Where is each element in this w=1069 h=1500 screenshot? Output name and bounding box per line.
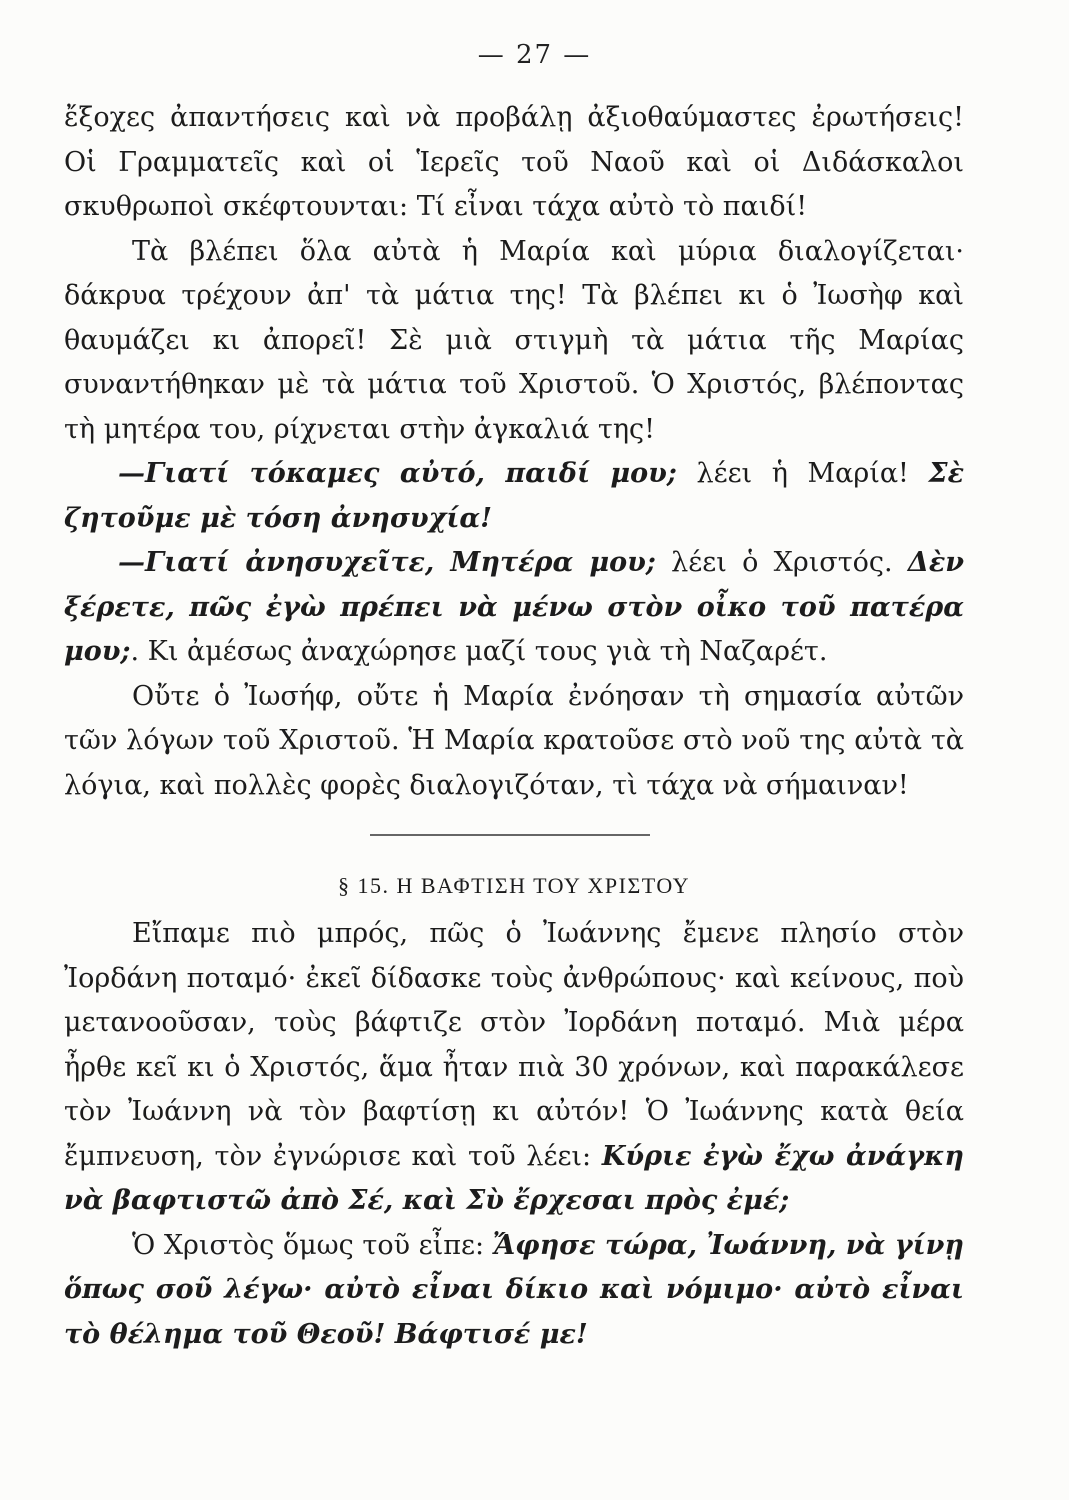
narration: Ὁ Χριστὸς ὅμως τοῦ εἶπε: [132,1229,493,1261]
page-body [64,96,964,1357]
dialogue-mary-2: Σὲ ζητοῦμε μὲ τόση ἀνησυχία! [64,458,965,534]
narration: λέει ἡ Μαρία! [676,458,929,489]
paragraph-3 [64,452,964,541]
paragraph-5: Οὔτε ὁ Ἰωσήφ, οὔτε ἡ Μαρία ἐνόησαν τὴ σημασία αὐτῶν τῶν λόγων τοῦ Χριστοῦ. Ἡ Μαρία κρατοῦσε στὸ νοῦ της αὐτὰ τὰ λόγια, καὶ πολλὲς φορὲς διαλογιζόταν, τὶ τάχα νὰ σήμαιναν! [64,680,964,801]
paragraph-1: ἔξοχες ἀπαντήσεις καὶ νὰ προβάλῃ ἀξιοθαύμαστες ἐρωτήσεις! Οἱ Γραμματεῖς καὶ οἱ Ἱερεῖς τοῦ Ναοῦ καὶ οἱ Διδάσκαλοι σκυθρωποὶ σκέφτουνται: Τί εἶναι τάχα αὐτὸ τὸ παιδί! [64,102,964,222]
dialogue-christ-2: Δὲν ξέρετε, πῶς ἐγὼ πρέπει νὰ μένω στὸν οἶκο τοῦ πατέρα μου; [64,547,964,667]
narration: λέει ὁ Χριστός. [655,547,908,578]
section-heading: § 15. Η ΒΑΦΤΙΣΗ ΤΟΥ ΧΡΙΣΤΟΥ [337,873,691,898]
narration-2: . Κι ἀμέσως ἀναχώρησε μαζί τους γιὰ τὴ Ναζαρέτ. [130,636,828,667]
page-number: — 27 — [477,40,592,70]
section-divider [370,834,650,836]
paragraph-2: Τὰ βλέπει ὅλα αὐτὰ ἡ Μαρία καὶ μύρια διαλογίζεται· δάκρυα τρέχουν ἀπ' τὰ μάτια της! Τὰ βλέπει κι ὁ Ἰωσὴφ καὶ θαυμάζει κι ἀπορεῖ! Σὲ μιὰ στιγμὴ τὰ μάτια τῆς Μαρίας συναντήθηκαν μὲ τὰ μάτια τοῦ Χριστοῦ. Ὁ Χριστός, βλέποντας τὴ μητέρα του, ρίχνεται στὴν ἀγκαλιά της! [64,235,964,445]
paragraph-7 [64,1224,964,1358]
paragraph-6 [64,912,964,1224]
dialogue-john: Κύριε ἐγὼ ἔχω ἀνάγκη νὰ βαφτιστῶ ἀπὸ Σέ, καὶ Σὺ ἔρχεσαι πρὸς ἐμέ; [64,1140,965,1216]
narration: Εἴπαμε πιὸ μπρός, πῶς ὁ Ἰωάννης ἔμενε πλησίο στὸν Ἰορδάνη ποταμό· ἐκεῖ δίδασκε τοὺς ἀνθρώπους· καὶ κείνους, ποὺ μετανοοῦσαν, τοὺς βάφτιζε στὸν Ἰορδάνη ποταμό. Μιὰ μέρα ἦρθε κεῖ κι ὁ Χριστός, ἅμα ἦταν πιὰ 30 χρόνων, καὶ παρακάλεσε τὸν Ἰωάννη νὰ τὸν βαφτίσῃ κι αὐτόν! Ὁ Ἰωάννης κατὰ θεία ἔμπνευση, τὸν ἐγνώρισε καὶ τοῦ λέει: [64,918,964,1172]
paragraph-4 [64,541,964,675]
dialogue-christ: —Γιατί ἀνησυχεῖτε, Μητέρα μου; [118,547,656,578]
dialogue-mary: —Γιατί τόκαμες αὐτό, παιδί μου; [118,458,677,489]
dialogue-christ-baptism: Ἄφησε τώρα, Ἰωάννη, νὰ γίνῃ ὅπως σοῦ λέγω· αὐτὸ εἶναι δίκιο καὶ νόμιμο· αὐτὸ εἶναι τὸ θέλημα τοῦ Θεοῦ! Βάφτισέ με! [64,1229,965,1350]
